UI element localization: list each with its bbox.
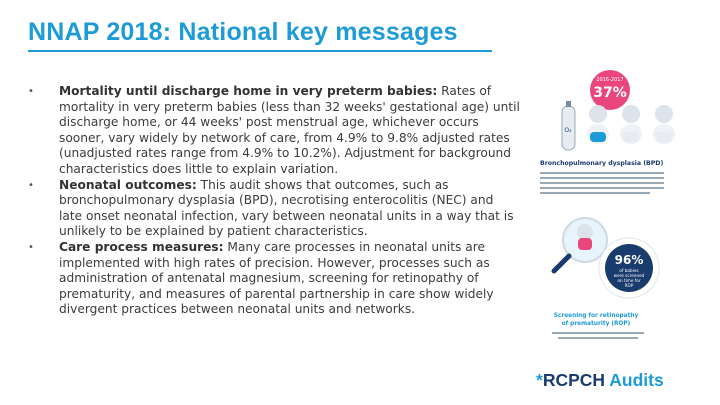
infographic-panel [534, 68, 712, 368]
bullet-body: Rates of mortality in very preterm babies (less than 32 weeks' gestational age) until discharge home, or 44 weeks' post menstrual age, whichever occurs sooner, vary widely by network of care, from 4.9% to 9.8% adjusted rates (unadjusted rates range from 4.9% to 10.2%). Adjustment for background characteristics does little to explain variation. [59, 84, 520, 176]
rcpch-audits-logo [536, 370, 664, 391]
list-item [28, 84, 520, 178]
bullet-dot-icon: • [28, 86, 34, 97]
baby-icon [587, 105, 609, 144]
bullet-heading: Neonatal outcomes: [59, 177, 197, 192]
bpd-percent: 37% [593, 85, 627, 101]
logo-suffix: Audits [605, 370, 664, 390]
slide-title: NNAP 2018: National key messages [28, 18, 458, 46]
logo-brand: RCPCH [542, 370, 606, 390]
rop-title-line1: Screening for retinopathy [553, 313, 639, 319]
list-item [28, 178, 520, 240]
bpd-year: 2016-2017 [596, 77, 624, 83]
list-item [28, 240, 520, 318]
rop-title-line2: of prematurity (ROP) [561, 321, 631, 327]
bpd-fine-print [540, 172, 664, 194]
rop-percent: 96% [614, 253, 644, 267]
bpd-title: Bronchopulmonary dysplasia (BPD) [540, 160, 664, 167]
infographic-svg [534, 68, 712, 368]
baby-icon [653, 105, 675, 144]
bullet-heading: Care process measures: [59, 239, 224, 254]
logo-star-icon: * [536, 370, 543, 390]
bullet-dot-icon: • [28, 179, 34, 191]
baby-icon [620, 105, 642, 144]
bullet-heading: Mortality until discharge home in very preterm babies: [59, 84, 438, 98]
bullet-body: Many care processes in neonatal units are implemented with high rates of precision. However, processes such as administration of antenatal magnesium, screening for retinopathy of prematurity, and measures of parental partnership in care show widely divergent practices between neonatal units and networks. [59, 239, 494, 317]
key-messages-list [28, 84, 520, 318]
o2-label: O₂ [564, 127, 572, 134]
title-underline [28, 50, 492, 52]
baby-icon [577, 224, 593, 250]
rop-caption-line: were screened [613, 273, 645, 278]
rop-caption-line: on time for [617, 278, 641, 283]
rop-caption-line: ROP [624, 283, 634, 288]
oxygen-tank-icon [562, 101, 575, 150]
rop-fine-print [552, 332, 644, 339]
rop-caption-line: of babies [619, 268, 639, 273]
bullet-dot-icon: • [28, 241, 34, 253]
bullet-body: This audit shows that outcomes, such as bronchopulmonary dysplasia (BPD), necrotising enterocolitis (NEC) and late onset neonatal infection, vary between neonatal units in a way that is unlikely to be explained by patient characteristics. [59, 177, 514, 239]
